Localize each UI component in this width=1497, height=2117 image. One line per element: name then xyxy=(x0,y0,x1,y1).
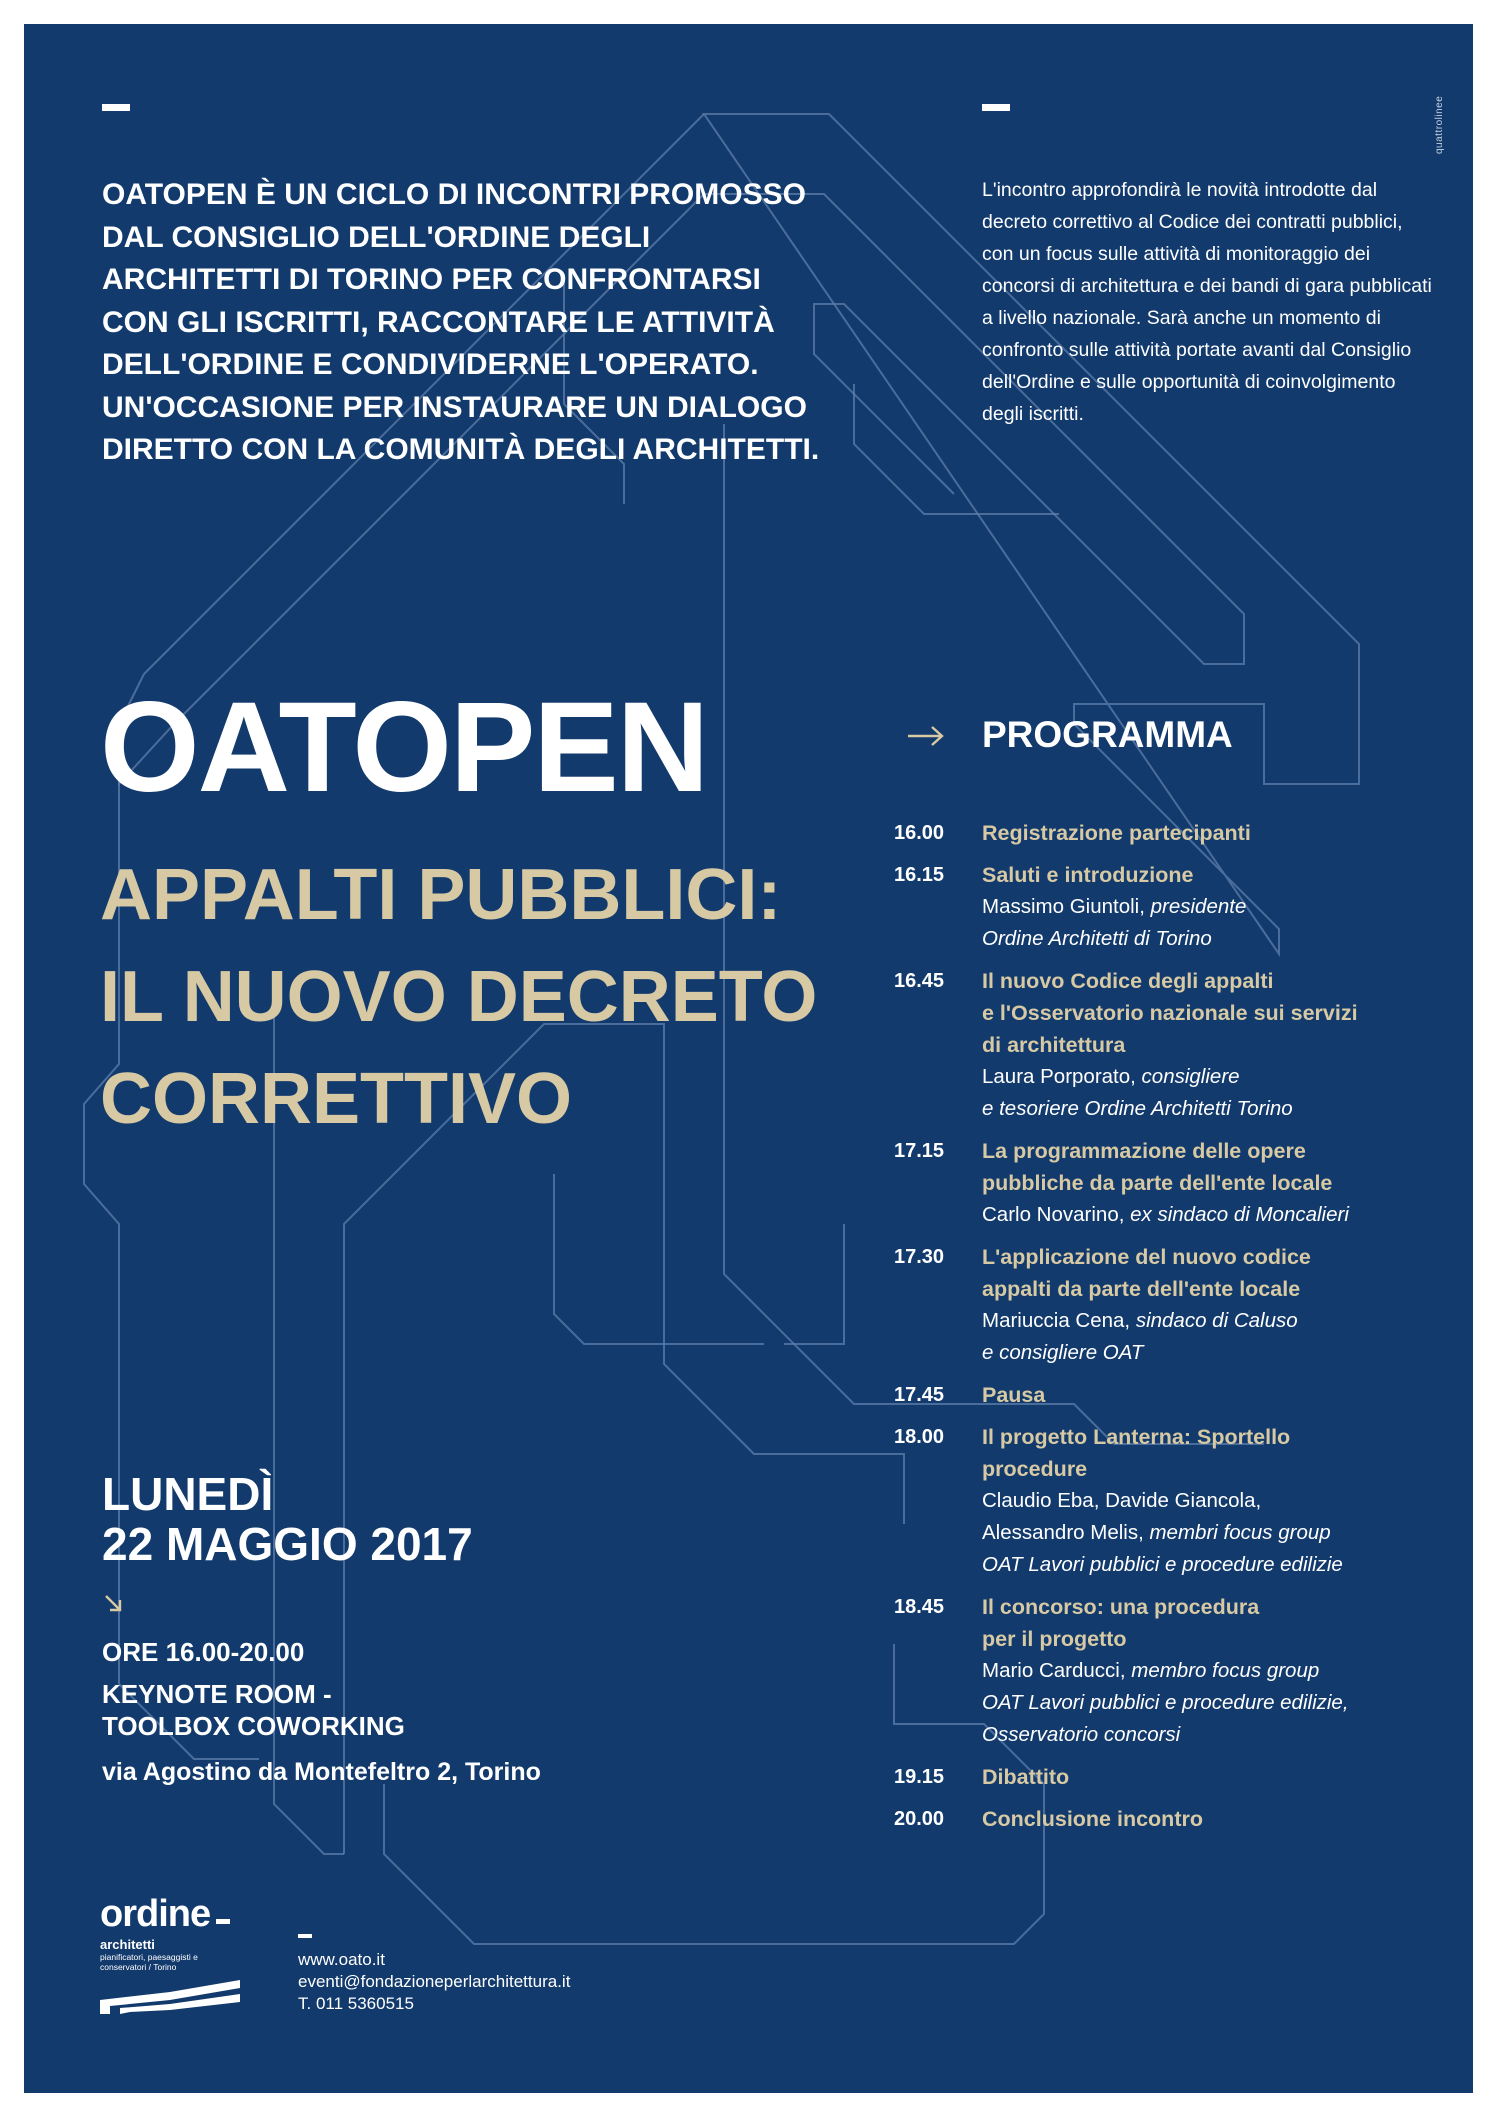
program-item xyxy=(894,965,1464,1125)
speaker-name: Mario Carducci, xyxy=(982,1659,1132,1682)
website-link[interactable]: www.oato.it xyxy=(298,1950,385,1969)
speaker-name: Alessandro Melis, xyxy=(982,1521,1150,1544)
program-time: 16.45 xyxy=(894,970,945,992)
program-speaker xyxy=(982,1199,1464,1231)
program-list xyxy=(894,817,1464,1845)
poster xyxy=(24,24,1473,2093)
speaker-affiliation: OAT Lavori pubblici e procedure edilizie xyxy=(982,1553,1343,1576)
program-item-title: Il concorso: una procedura per il progetto xyxy=(982,1595,1260,1651)
program-time: 16.15 xyxy=(894,864,945,886)
program-item xyxy=(894,817,1464,849)
speaker-affiliation: Ordine Architetti di Torino xyxy=(982,927,1212,950)
speaker-name: Massimo Giuntoli, xyxy=(982,895,1151,918)
phone-number: T. 011 5360515 xyxy=(298,1994,414,2013)
speaker-name: Laura Porporato, xyxy=(982,1065,1142,1088)
program-time: 17.45 xyxy=(894,1384,945,1406)
speaker-role: membro focus group xyxy=(1131,1659,1320,1682)
logo-subtitle-small: pianificatori, paesaggisti e conservatori / Torino xyxy=(100,1952,198,1972)
speaker-affiliation: e tesoriere Ordine Architetti Torino xyxy=(982,1097,1293,1120)
intro-dash xyxy=(102,104,130,111)
program-time: 17.30 xyxy=(894,1246,945,1268)
event-subtitle: APPALTI PUBBLICI: IL NUOVO DECRETO CORRETTIVO xyxy=(100,855,818,1139)
program-item xyxy=(894,1803,1464,1835)
program-speaker xyxy=(982,1485,1464,1517)
program-item-title: Il nuovo Codice degli appalti e l'Osservatorio nazionale sui servizi di architettura xyxy=(982,969,1358,1057)
speaker-name: Carlo Novarino, xyxy=(982,1203,1131,1226)
program-item-title: Registrazione partecipanti xyxy=(982,821,1251,845)
speaker-role: consigliere xyxy=(1141,1065,1240,1088)
program-speaker xyxy=(982,1655,1464,1687)
designer-credit: quattrolinee xyxy=(1434,95,1445,154)
program-speaker xyxy=(982,1305,1464,1337)
program-item xyxy=(894,1379,1464,1411)
event-series-title: OATOPEN xyxy=(100,676,708,819)
program-speaker xyxy=(982,891,1464,923)
program-speaker-extra xyxy=(982,1719,1464,1751)
program-item-title: Il progetto Lanterna: Sportello procedure xyxy=(982,1425,1291,1481)
speaker-name: Mariuccia Cena, xyxy=(982,1309,1136,1332)
program-item-title: La programmazione delle opere pubbliche da parte dell'ente locale xyxy=(982,1139,1333,1195)
event-info xyxy=(102,1636,541,1788)
intro-text: OATOPEN È UN CICLO DI INCONTRI PROMOSSO DAL CONSIGLIO DELL'ORDINE DEGLI ARCHITETTI DI TORINO PER CONFRONTARSI CON GLI ISCRITTI, RACCONTARE LE ATTIVITÀ DELL'ORDINE E CONDIVIDERNE L'OPERATO. UN'OCCASIONE PER INSTAURARE UN DIALOGO DIRETTO CON LA COMUNITÀ DEGLI ARCHITETTI. xyxy=(102,178,820,466)
program-item xyxy=(894,1761,1464,1793)
program-speaker-extra xyxy=(982,1549,1464,1581)
program-item xyxy=(894,1135,1464,1231)
speaker-role: ex sindaco di Moncalieri xyxy=(1130,1203,1349,1226)
program-time: 18.45 xyxy=(894,1596,945,1618)
contacts xyxy=(298,1949,570,2015)
program-item xyxy=(894,859,1464,955)
speaker-affiliation: Osservatorio concorsi xyxy=(982,1723,1181,1746)
program-time: 16.00 xyxy=(894,822,945,844)
ordine-logo xyxy=(100,1894,250,2014)
logo-subtitle: architetti xyxy=(100,1937,155,1952)
speaker-name: Claudio Eba, Davide Giancola, xyxy=(982,1489,1262,1512)
speaker-role: presidente xyxy=(1150,895,1247,918)
program-item-title: L'applicazione del nuovo codice appalti da parte dell'ente locale xyxy=(982,1245,1311,1301)
contacts-dash xyxy=(298,1934,312,1938)
event-full-date: 22 MAGGIO 2017 xyxy=(102,1518,473,1570)
program-time: 20.00 xyxy=(894,1808,945,1830)
speaker-affiliation: e consigliere OAT xyxy=(982,1341,1144,1364)
event-address: via Agostino da Montefeltro 2, Torino xyxy=(102,1758,541,1786)
speaker-affiliation: OAT Lavori pubblici e procedure edilizie, xyxy=(982,1691,1349,1714)
event-time: ORE 16.00-20.00 xyxy=(102,1637,305,1667)
program-item-title: Dibattito xyxy=(982,1765,1070,1789)
logo-mark-icon xyxy=(100,1980,240,2014)
program-speaker xyxy=(982,1517,1464,1549)
program-time: 19.15 xyxy=(894,1766,945,1788)
speaker-role: membri focus group xyxy=(1149,1521,1331,1544)
program-item xyxy=(894,1421,1464,1581)
program-time: 17.15 xyxy=(894,1140,945,1162)
logo-word: ordine xyxy=(100,1893,211,1935)
logo-dash xyxy=(216,1919,230,1924)
arrow-down-right-icon xyxy=(102,1592,126,1616)
program-time: 18.00 xyxy=(894,1426,945,1448)
event-date xyxy=(102,1469,473,1569)
program-item-title: Pausa xyxy=(982,1383,1046,1407)
event-venue-line1: KEYNOTE ROOM - xyxy=(102,1679,332,1709)
program-speaker-extra xyxy=(982,1093,1464,1125)
speaker-role: sindaco di Caluso xyxy=(1135,1309,1298,1332)
program-speaker-extra xyxy=(982,1687,1464,1719)
description-dash xyxy=(982,104,1010,111)
arrow-right-icon xyxy=(906,724,946,748)
program-item-title: Saluti e introduzione xyxy=(982,863,1194,887)
program-speaker xyxy=(982,1061,1464,1093)
program-item-title: Conclusione incontro xyxy=(982,1807,1203,1831)
program-speaker-extra xyxy=(982,1337,1464,1369)
program-item xyxy=(894,1591,1464,1751)
event-venue-line2: TOOLBOX COWORKING xyxy=(102,1711,405,1741)
email-link[interactable]: eventi@fondazioneperlarchitettura.it xyxy=(298,1972,571,1991)
description-text: L'incontro approfondirà le novità introdotte dal decreto correttivo al Codice dei contratti pubblici, con un focus sulle attività di monitoraggio dei concorsi di architettura e dei bandi di gara pubblicati a livello nazionale. Sarà anche un momento di confronto sulle attività portate avanti dal Consiglio dell'Ordine e sulle opportunità di coinvolgimento degli iscritti. xyxy=(982,179,1432,425)
program-title: PROGRAMMA xyxy=(982,714,1233,755)
program-item xyxy=(894,1241,1464,1369)
event-day: LUNEDÌ xyxy=(102,1468,274,1520)
program-speaker-extra xyxy=(982,923,1464,955)
